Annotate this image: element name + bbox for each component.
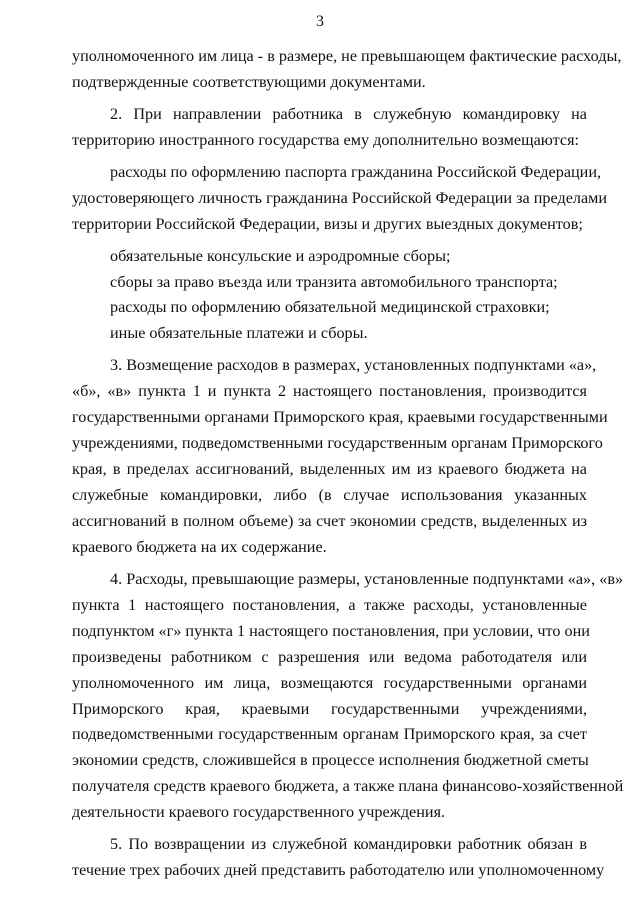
text-line: деятельности краевого государственного учреждения. xyxy=(72,803,446,822)
text-line: иные обязательные платежи и сборы. xyxy=(110,324,368,343)
text-line: служебные командировки, либо (в случае использования указанных xyxy=(72,486,587,504)
text-line: подведомственными государственным органам Приморского края, за счет xyxy=(72,725,587,744)
text-line: пункта 1 настоящего постановления, а также расходы, установленные xyxy=(72,595,587,614)
text-line: подтвержденные соответствующими документами. xyxy=(72,72,426,91)
text-line: учреждениями, подведомственными государственным органам Приморского xyxy=(72,434,603,453)
text-line: 5. По возвращении из служебной командировки работник обязан в xyxy=(110,835,587,854)
text-line: краевого бюджета на их содержание. xyxy=(72,537,327,556)
text-line: течение трех рабочих дней представить работодателю или уполномоченному xyxy=(72,861,605,880)
text-line: расходы по оформлению паспорта гражданина Российской Федерации, xyxy=(110,162,602,181)
text-line: подпунктом «г» пункта 1 настоящего постановления, при условии, что они xyxy=(72,621,590,640)
text-line: сборы за право въезда или транзита автомобильного транспорта; xyxy=(110,272,558,291)
text-line: государственными органами Приморского края, краевыми государственными xyxy=(72,408,608,427)
page-number: 3 xyxy=(316,13,324,30)
document-body xyxy=(72,44,624,884)
text-line: 4. Расходы, превышающие размеры, установленные подпунктами «а», «в» xyxy=(110,569,624,588)
text-line: ассигнований в полном объеме) за счет экономии средств, выделенных из xyxy=(72,511,587,530)
text-line: «б», «в» пункта 1 и пункта 2 настоящего постановления, производится xyxy=(72,382,587,401)
text-line: произведены работником с разрешения или ведома работодателя или xyxy=(72,647,587,666)
text-line: экономии средств, сложившейся в процессе исполнения бюджетной сметы xyxy=(72,751,589,770)
text-line: 2. При направлении работника в служебную командировку на xyxy=(110,104,587,123)
text-line: края, в пределах ассигнований, выделенных им из краевого бюджета на xyxy=(72,460,587,479)
text-line: территории Российской Федерации, визы и других выездных документов; xyxy=(72,214,583,233)
text-line: Приморского края, краевыми государственными учреждениями, xyxy=(72,699,587,718)
text-line: обязательные консульские и аэродромные сборы; xyxy=(110,246,451,265)
text-line: 3. Возмещение расходов в размерах, установленных подпунктами «а», xyxy=(110,356,597,375)
text-line: получателя средств краевого бюджета, а также плана финансово-хозяйственной xyxy=(72,777,624,796)
text-line: уполномоченного им лица - в размере, не превышающем фактические расходы, xyxy=(72,47,622,65)
text-line: удостоверяющего личность гражданина Российской Федерации за пределами xyxy=(72,188,608,207)
text-line: расходы по оформлению обязательной медицинской страховки; xyxy=(110,298,550,317)
text-line: территорию иностранного государства ему дополнительно возмещаются: xyxy=(72,130,580,149)
text-line: уполномоченного им лица, возмещаются государственными органами xyxy=(72,673,587,692)
